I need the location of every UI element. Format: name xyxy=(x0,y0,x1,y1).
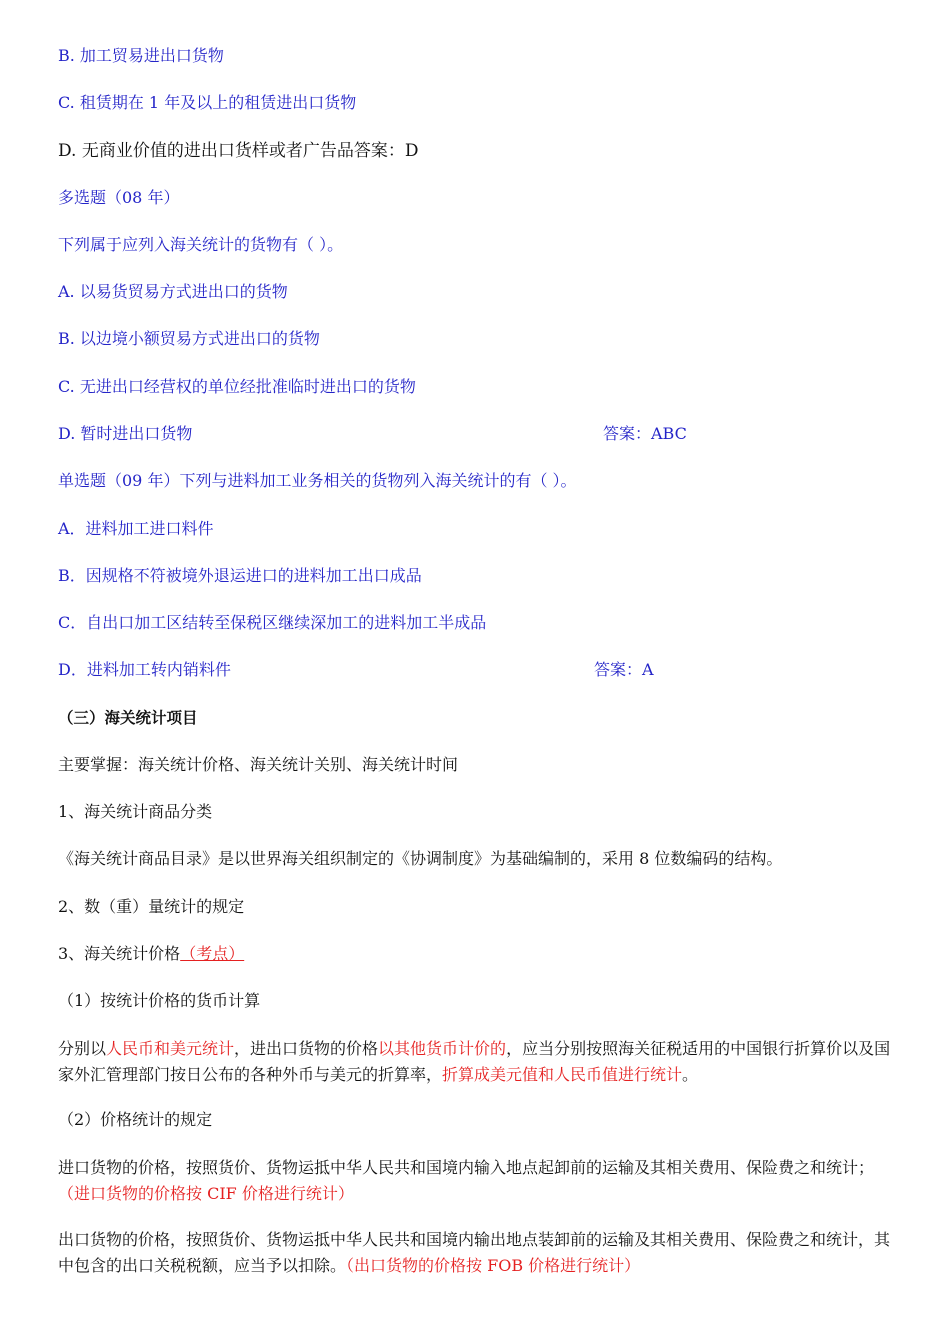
q1-option-b: B. 加工贸易进出口货物 xyxy=(58,46,224,65)
sub2-heading: （2）价格统计的规定 xyxy=(58,1110,213,1129)
sub1-text-3: ，应当分别按照海关征税适用的中国银行折算价以及国家外汇管理部门按日公布的各种外币与美元的折算率， xyxy=(58,1039,891,1084)
item3-heading: 3、海关统计价格 xyxy=(58,944,181,963)
q3-option-d: D．进料加工转内销料件 xyxy=(58,660,231,679)
q2-option-a: A. 以易货贸易方式进出口的货物 xyxy=(58,282,288,301)
q2-option-b: B. 以边境小额贸易方式进出口的货物 xyxy=(58,329,320,348)
export-note: （出口货物的价格按 FOB 价格进行统计） xyxy=(346,1256,641,1275)
sub1-highlight-1: 人民币和美元统计 xyxy=(106,1039,235,1058)
q2-option-d-row xyxy=(58,423,892,445)
q1-option-d: D. 无商业价值的进出口货样或者广告品答案：D xyxy=(58,141,419,161)
item1-text: 《海关统计商品目录》是以世界海关组织制定的《协调制度》为基础编制的，采用 8 位数编码的结构。 xyxy=(58,849,783,868)
export-text: 出口货物的价格，按照货价、货物运抵中华人民共和国境内输出地点装卸前的运输及其相关费用、保险费之和统计，其中包含的出口关税税额，应当予以扣除。 xyxy=(58,1230,891,1275)
item1-heading: 1、海关统计商品分类 xyxy=(58,802,213,821)
q3-stem: 单选题（09 年）下列与进料加工业务相关的货物列入海关统计的有（ ）。 xyxy=(58,471,577,490)
q3-option-a: A．进料加工进口料件 xyxy=(58,519,214,538)
q2-type: 多选题（08 年） xyxy=(58,188,180,207)
q2-answer: 答案：ABC xyxy=(603,424,687,443)
q3-answer: 答案：A xyxy=(594,660,654,679)
q3-option-c: C．自出口加工区结转至保税区继续深加工的进料加工半成品 xyxy=(58,613,487,632)
master-line: 主要掌握：海关统计价格、海关统计关别、海关统计时间 xyxy=(58,755,459,774)
sub1-text-4: 。 xyxy=(682,1065,699,1084)
item3-heading-row xyxy=(58,943,892,965)
q2-stem: 下列属于应列入海关统计的货物有（ ）。 xyxy=(58,235,344,254)
sub1-heading: （1）按统计价格的货币计算 xyxy=(58,991,261,1010)
q2-option-c: C. 无进出口经营权的单位经批准临时进出口的货物 xyxy=(58,377,416,396)
q3-option-b: B．因规格不符被境外退运进口的进料加工出口成品 xyxy=(58,566,422,585)
sub1-highlight-2: 以其他货币计价的 xyxy=(378,1039,507,1058)
section-heading: （三）海关统计项目 xyxy=(58,709,198,727)
sub1-text-2: ，进出口货物的价格 xyxy=(234,1039,379,1058)
export-paragraph xyxy=(58,1227,892,1279)
sub1-text-1: 分别以 xyxy=(58,1039,107,1058)
q1-option-c: C. 租赁期在 1 年及以上的租赁进出口货物 xyxy=(58,93,357,112)
import-paragraph xyxy=(58,1155,892,1207)
q2-option-d: D. 暂时进出口货物 xyxy=(58,424,193,443)
q3-option-d-row xyxy=(58,659,892,681)
item3-note: （考点） xyxy=(180,944,245,963)
sub1-highlight-3: 折算成美元值和人民币值进行统计 xyxy=(442,1065,683,1084)
sub1-paragraph xyxy=(58,1036,892,1088)
import-note: （进口货物的价格按 CIF 价格进行统计） xyxy=(58,1184,354,1203)
import-text: 进口货物的价格，按照货价、货物运抵中华人民共和国境内输入地点起卸前的运输及其相关费用、保险费之和统计； xyxy=(58,1158,875,1177)
item2-heading: 2、数（重）量统计的规定 xyxy=(58,897,245,916)
